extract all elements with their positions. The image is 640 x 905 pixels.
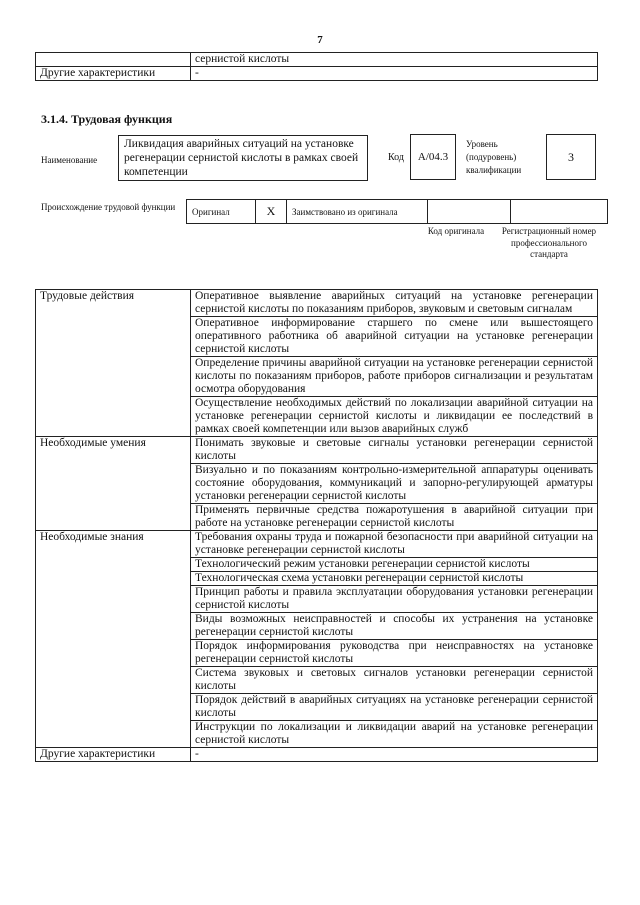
table-cell-value: сернистой кислоты: [191, 53, 598, 67]
skills-label: Необходимые умения: [36, 437, 191, 531]
reg-number-cell: [511, 200, 608, 224]
knowledge-cell: Принцип работы и правила эксплуатации оборудования установки регенерации сернистой кислоты: [191, 586, 598, 613]
section-heading: 3.1.4. Трудовая функция: [41, 112, 173, 126]
table-row: [36, 67, 598, 81]
action-cell: Оперативное выявление аварийных ситуаций на установке регенерации сернистой кислоты по показаниям приборов, звуковым и световым сигналам: [191, 290, 598, 317]
page-number: 7: [317, 34, 323, 46]
knowledge-cell: Инструкции по локализации и ликвидации аварий на установке регенерации сернистой кислоты: [191, 721, 598, 748]
top-table: [35, 52, 598, 81]
action-cell: Оперативное информирование старшего по смене или вышестоящего оперативного работника об аварийной ситуации на установке регенерации сернистой кислоты: [191, 317, 598, 357]
table-row: [36, 748, 598, 762]
other-label: Другие характеристики: [36, 748, 191, 762]
code-label: Код: [388, 152, 404, 163]
table-row: [36, 53, 598, 67]
actions-label: Трудовые действия: [36, 290, 191, 437]
knowledge-cell: Порядок действий в аварийных ситуациях на установке регенерации сернистой кислоты: [191, 694, 598, 721]
skill-cell: Понимать звуковые и световые сигналы установки регенерации сернистой кислоты: [191, 437, 598, 464]
level-label: Уровень (подуровень) квалификации: [466, 139, 522, 175]
knowledge-cell: Технологическая схема установки регенерации сернистой кислоты: [191, 572, 598, 586]
table-row: [36, 437, 598, 464]
code-original-label: Код оригинала: [427, 226, 485, 236]
borrowed-label: Заимствовано из оригинала: [287, 200, 428, 224]
skill-cell: Визуально и по показаниям контрольно-измерительной аппаратуры оценивать состояние оборудования, коммуникаций и запорно-регулирующей арматуры установки регенерации сернистой кислоты: [191, 464, 598, 504]
knowledge-cell: Виды возможных неисправностей и способы их устранения на установке регенерации сернистой кислоты: [191, 613, 598, 640]
code-value-box: A/04.3: [410, 134, 456, 180]
reg-number-label: Регистрационный номер профессионального стандарта: [501, 226, 597, 259]
origin-label: Происхождение трудовой функции: [41, 202, 176, 212]
competency-table: [35, 289, 598, 762]
function-name-box: Ликвидация аварийных ситуаций на установке регенерации сернистой кислоты в рамках своей компетенции: [118, 135, 368, 181]
original-label: Оригинал: [187, 200, 256, 224]
table-cell-label: Другие характеристики: [36, 67, 191, 81]
knowledge-cell: Технологический режим установки регенерации сернистой кислоты: [191, 558, 598, 572]
action-cell: Определение причины аварийной ситуации на установке регенерации сернистой кислоты по показаниям приборов, работе приборов сигнализации и результатам осмотра оборудования: [191, 357, 598, 397]
table-row: [36, 290, 598, 317]
origin-table: [186, 199, 608, 224]
table-cell-value: -: [191, 67, 598, 81]
action-cell: Осуществление необходимых действий по локализации аварийной ситуации на установке регенерации сернистой кислоты и ликвидации ее последствий в рамках своей компетенции или вызов аварийных служб: [191, 397, 598, 437]
level-value-box: 3: [546, 134, 596, 180]
code-original-cell: [428, 200, 511, 224]
original-mark: X: [256, 200, 287, 224]
table-row: [187, 200, 608, 224]
knowledge-label: Необходимые знания: [36, 531, 191, 748]
table-cell-label: [36, 53, 191, 67]
table-row: [36, 531, 598, 558]
knowledge-cell: Система звуковых и световых сигналов установки регенерации сернистой кислоты: [191, 667, 598, 694]
other-value: -: [191, 748, 598, 762]
knowledge-cell: Порядок информирования руководства при неисправностях на установке регенерации сернистой кислоты: [191, 640, 598, 667]
skill-cell: Применять первичные средства пожаротушения в аварийной ситуации при работе на установке регенерации сернистой кислоты: [191, 504, 598, 531]
name-label: Наименование: [41, 155, 98, 165]
knowledge-cell: Требования охраны труда и пожарной безопасности при аварийной ситуации на установке регенерации сернистой кислоты: [191, 531, 598, 558]
